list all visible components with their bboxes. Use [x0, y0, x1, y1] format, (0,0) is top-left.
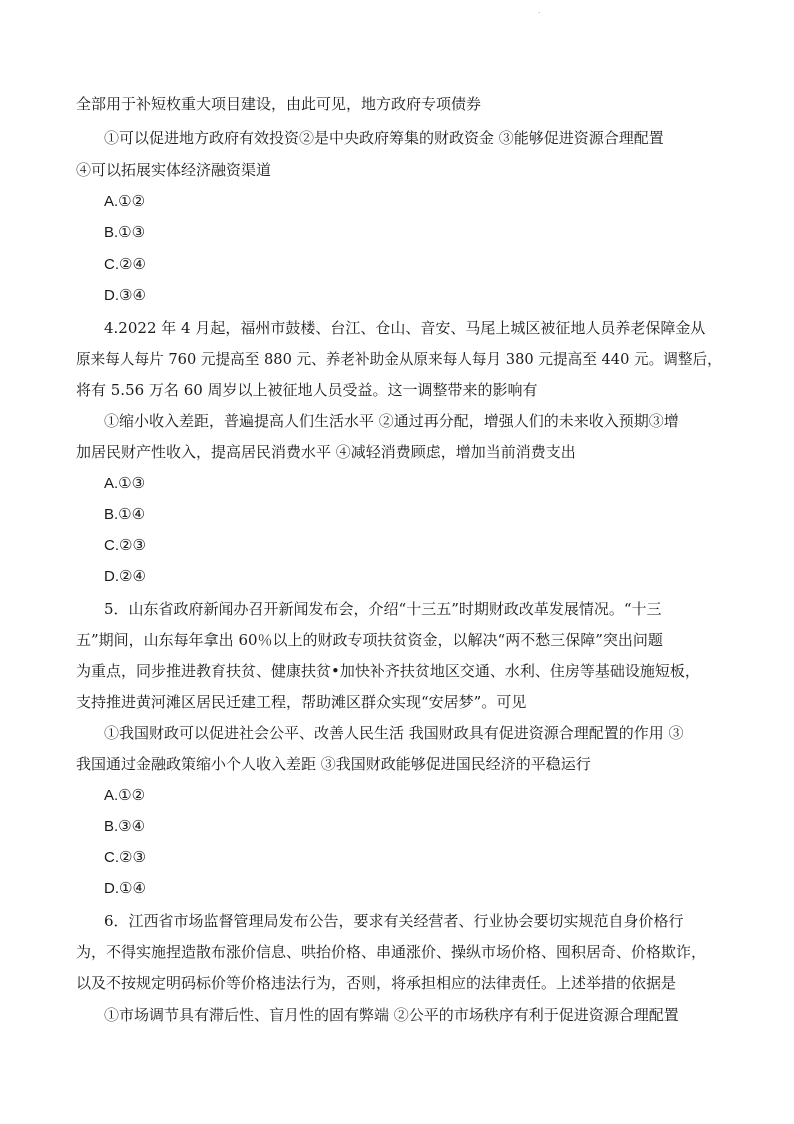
question-5-option-d: D.①④	[104, 880, 146, 897]
question-5-option-c: C.②③	[104, 849, 146, 866]
question-3-option-a: A.①②	[104, 193, 146, 210]
question-4-stem-line-3: 将有 5.56 万名 60 周岁以上被征地人员受益。这一调整带来的影响有	[76, 381, 538, 399]
question-3-option-d: D.③④	[104, 287, 146, 304]
question-3-option-b: B.①③	[104, 224, 146, 241]
question-3-option-c: C.②④	[104, 256, 146, 273]
question-5-stem-line-1: 5．山东省政府新闻办召开新闻发布会，介绍“十三五”时期财政改革发展情况。“十三	[104, 600, 662, 618]
question-4-option-a: A.①③	[104, 475, 146, 492]
question-4-option-c: C.②③	[104, 537, 146, 554]
question-3-statements-line-2: ④可以拓展实体经济融资渠道	[76, 161, 272, 179]
question-5-statements-line-1: ①我国财政可以促进社会公平、改善人民生活 我国财政具有促进资源合理配置的作用 ③	[104, 724, 684, 742]
question-3-stem-tail: 全部用于补短枚重大项目建设，由此可见，地方政府专项债券	[76, 95, 482, 113]
question-6-statements-line-1: ①市场调节具有滞后性、盲月性的固有弊端 ②公平的市场秩序有利于促进资源合理配置	[104, 1006, 679, 1024]
question-5-option-a: A.①②	[104, 787, 146, 804]
question-5-stem-line-4: 支持推进黄河滩区居民迁建工程，帮助滩区群众实现“安居梦”。可见	[76, 693, 527, 711]
question-4-stem-line-1: 4.2022 年 4 月起，福州市鼓楼、台江、仓山、音安、马尾上城区被征地人员养老保障金从	[104, 319, 706, 337]
question-5-stem-line-3: 为重点，同步推进教育扶贫、健康扶贫•加快补齐扶贫地区交通、水利、住房等基础设施短板，	[76, 662, 700, 680]
question-5-statements-line-2: 我国通过金融政策缩小个人收入差距 ③我国财政能够促进国民经济的平稳运行	[76, 755, 591, 773]
question-4-statements-line-2: 加居民财产性收入，提高居民消费水平 ④减轻消费顾虑，增加当前消费支出	[76, 443, 576, 461]
question-6-stem-line-2: 为，不得实施捏造散布涨价信息、哄抬价格、串通涨价、操纵市场价格、囤积居奇、价格欺诈，	[76, 943, 707, 961]
question-6-stem-line-1: 6．江西省市场监督管理局发布公告，要求有关经营者、行业协会要切实规范自身价格行	[104, 912, 684, 930]
question-5-option-b: B.③④	[104, 818, 146, 835]
question-4-option-d: D.②④	[104, 568, 146, 585]
question-4-stem-line-2: 原来每人每片 760 元提高至 880 元、养老补助金从原来每人每月 380 元提高至 440 元。调整后，	[76, 350, 722, 368]
question-4-option-b: B.①④	[104, 506, 146, 523]
question-5-stem-line-2: 五”期间，山东每年拿出 60％以上的财政专项扶贫资金，以解决“两不愁三保障”突出问题	[76, 631, 663, 649]
question-6-stem-line-3: 以及不按规定明码标价等价格违法行为，否则，将承担相应的法律责任。上述举措的依据是	[76, 974, 677, 992]
header-mark: .	[538, 6, 541, 15]
question-4-statements-line-1: ①缩小收入差距，普遍提高人们生活水平 ②通过再分配，增强人们的未来收入预期③增	[104, 412, 679, 430]
question-3-statements-line-1: ①可以促进地方政府有效投资②是中央政府筹集的财政资金 ③能够促进资源合理配置	[104, 129, 664, 147]
